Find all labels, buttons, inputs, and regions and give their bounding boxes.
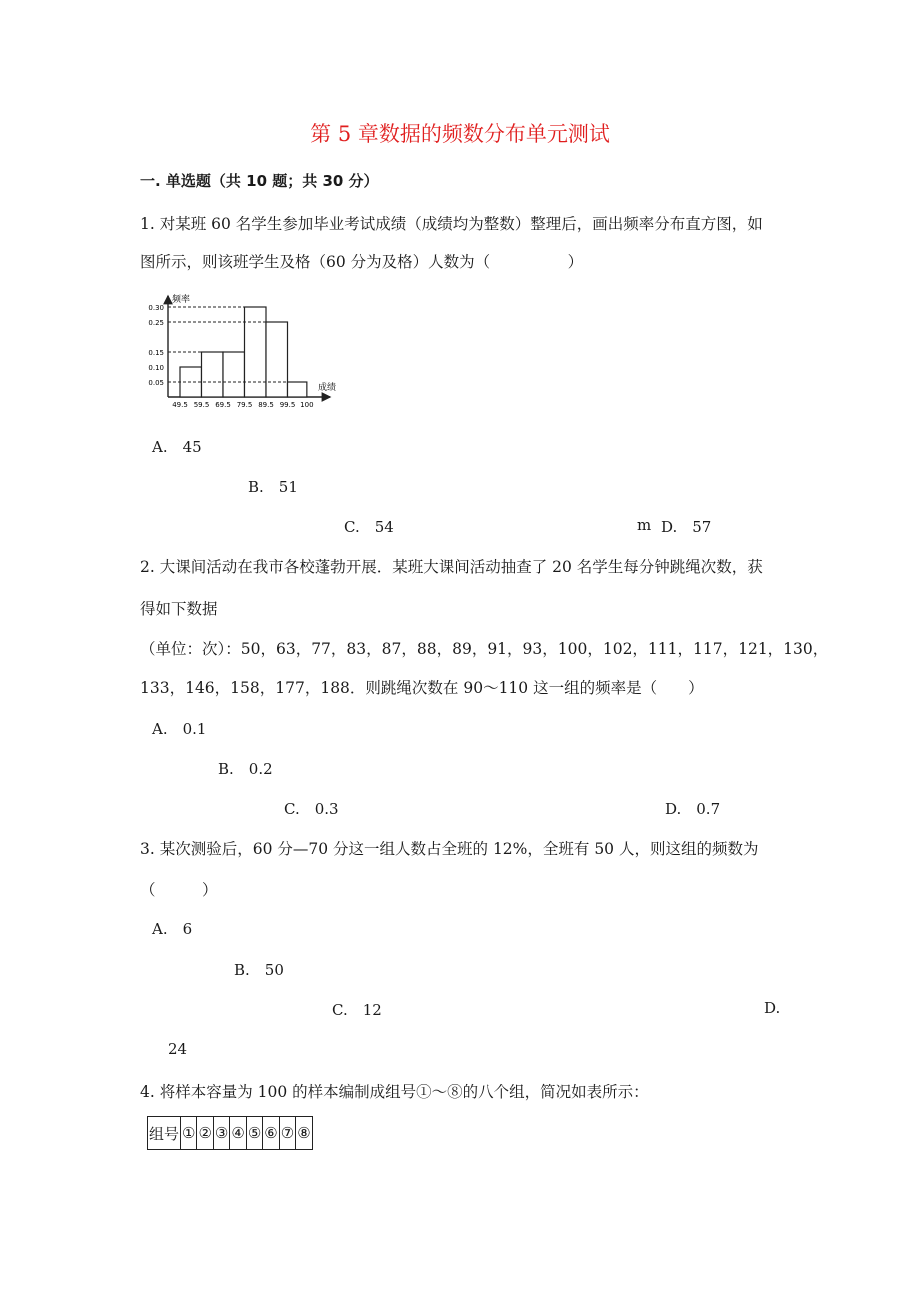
table-cell: ⑧ bbox=[296, 1117, 312, 1150]
q3-option-b[interactable]: B. 50 bbox=[234, 961, 284, 979]
table-cell: ④ bbox=[230, 1117, 246, 1150]
question-2-line-4: 133，146，158，177，188．则跳绳次数在 90～110 这一组的频率是（ ） bbox=[140, 679, 704, 697]
histogram-bar bbox=[266, 322, 288, 397]
q1-option-b[interactable]: B. 51 bbox=[248, 478, 298, 496]
q3-option-d-value: 24 bbox=[168, 1040, 188, 1058]
q1-option-d-prefix: m bbox=[637, 516, 652, 534]
table-cell: 组号 bbox=[148, 1117, 181, 1150]
table-cell: ② bbox=[197, 1117, 213, 1150]
table-cell: ① bbox=[181, 1117, 197, 1150]
x-tick-label: 100 bbox=[300, 401, 314, 409]
x-tick-label: 69.5 bbox=[215, 401, 231, 409]
question-2-line-3: （单位：次）：50，63，77，83，87，88，89，91，93，100，102，111，117，121，130， bbox=[140, 640, 829, 658]
group-table bbox=[147, 1116, 313, 1150]
q2-option-d[interactable]: D. 0.7 bbox=[665, 800, 721, 818]
x-tick-label: 79.5 bbox=[236, 401, 253, 409]
y-tick-label: 0.10 bbox=[148, 364, 164, 372]
question-1-line-2: 图所示，则该班学生及格（60 分为及格）人数为（ ） bbox=[140, 253, 584, 271]
x-tick-label: 59.5 bbox=[193, 401, 210, 409]
q2-option-c[interactable]: C. 0.3 bbox=[284, 800, 339, 818]
question-3-line-1: 3. 某次测验后，60 分—70 分这一组人数占全班的 12%，全班有 50 人，则这组的频数为 bbox=[140, 840, 759, 858]
x-tick-label: 49.5 bbox=[172, 401, 188, 409]
question-1-line-1: 1. 对某班 60 名学生参加毕业考试成绩（成绩均为整数）整理后，画出频率分布直方图，如 bbox=[140, 215, 763, 233]
q3-option-d[interactable]: D. bbox=[764, 999, 781, 1017]
histogram-bar bbox=[202, 352, 224, 397]
page-title: 第 5 章数据的频数分布单元测试 bbox=[310, 122, 610, 146]
q2-option-b[interactable]: B. 0.2 bbox=[218, 760, 273, 778]
table-cell: ③ bbox=[213, 1117, 229, 1150]
x-tick-label: 89.5 bbox=[258, 401, 274, 409]
histogram-bar bbox=[245, 307, 267, 397]
frequency-histogram bbox=[140, 284, 370, 409]
y-axis-label: 频率 bbox=[172, 295, 191, 305]
y-tick-label: 0.15 bbox=[148, 349, 164, 357]
q3-option-a[interactable]: A. 6 bbox=[152, 920, 193, 938]
question-3-line-2: （ ） bbox=[140, 881, 218, 899]
q1-option-c[interactable]: C. 54 bbox=[344, 518, 394, 536]
section-heading: 一. 单选题（共 10 题；共 30 分） bbox=[140, 172, 379, 190]
x-tick-label: 99.5 bbox=[279, 401, 296, 409]
q1-option-a[interactable]: A. 45 bbox=[152, 438, 202, 456]
table-cell: ⑤ bbox=[246, 1117, 262, 1150]
q3-option-c[interactable]: C. 12 bbox=[332, 1001, 382, 1019]
histogram-bar bbox=[223, 352, 245, 397]
q1-option-d[interactable]: D. 57 bbox=[661, 518, 712, 536]
table-cell: ⑦ bbox=[279, 1117, 295, 1150]
table-cell: ⑥ bbox=[263, 1117, 279, 1150]
question-4-line-1: 4. 将样本容量为 100 的样本编制成组号①～⑧的八个组，简况如表所示： bbox=[140, 1083, 649, 1101]
y-tick-label: 0.25 bbox=[148, 319, 164, 327]
question-2-line-1: 2. 大课间活动在我市各校蓬勃开展．某班大课间活动抽查了 20 名学生每分钟跳绳次数，获 bbox=[140, 558, 763, 576]
q2-option-a[interactable]: A. 0.1 bbox=[152, 720, 207, 738]
x-axis-label: 成绩 bbox=[318, 383, 337, 393]
table-row bbox=[148, 1117, 313, 1150]
y-tick-label: 0.30 bbox=[148, 304, 164, 312]
y-tick-label: 0.05 bbox=[148, 379, 164, 387]
histogram-bar bbox=[288, 382, 307, 397]
question-2-line-2: 得如下数据 bbox=[140, 600, 218, 618]
